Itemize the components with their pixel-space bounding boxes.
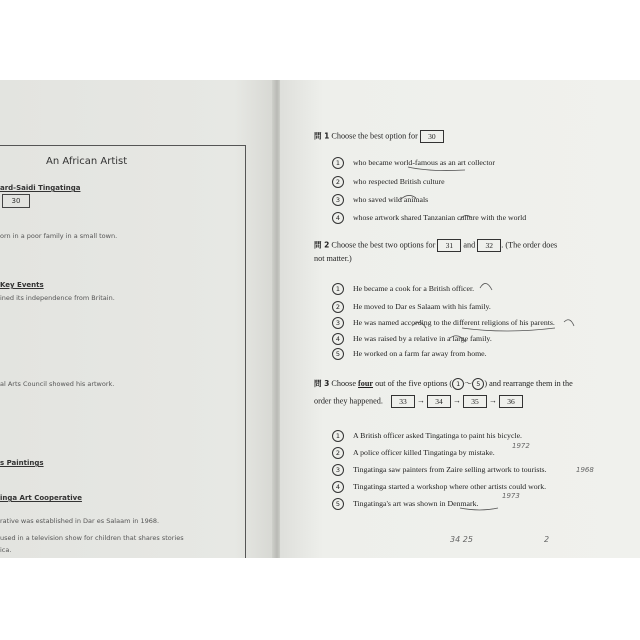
poster-line-ica: ica.	[0, 546, 12, 554]
option-text: He worked on a farm far away from home.	[353, 349, 487, 358]
handwritten-year-3: 1973	[502, 492, 520, 500]
question-2-and: and	[463, 240, 476, 250]
background-bottom	[0, 558, 640, 640]
question-3-text-2: ) and rearrange them in the	[484, 379, 573, 388]
poster-line-arts-council: al Arts Council showed his artwork.	[0, 380, 115, 388]
answer-box-33: 33	[391, 395, 415, 408]
arrow: →	[452, 396, 461, 406]
option-number: 3	[332, 317, 344, 329]
answer-box-35: 35	[463, 395, 487, 408]
answer-box-31: 31	[437, 239, 461, 252]
option-number: 2	[332, 301, 344, 313]
range-separator: ～	[464, 379, 473, 388]
answer-box-30: 30	[420, 130, 444, 143]
handwritten-bottom-numbers: 34 25	[450, 535, 473, 544]
question-3-order: order they happened.	[314, 396, 383, 406]
option-number: 3	[332, 194, 344, 206]
question-2-tail: . (The order does	[501, 240, 558, 250]
question-2-text: Choose the best two options for	[331, 240, 436, 250]
pencil-underline-1	[408, 167, 465, 171]
option-number: 1	[332, 430, 344, 442]
poster-line-tv-show: used in a television show for children that shares stories	[0, 534, 184, 542]
range-start: 1	[452, 378, 464, 390]
right-page	[280, 80, 640, 558]
option-text: whose artwork shared Tanzanian culture with the world	[353, 213, 527, 222]
option-text: Tingatinga started a workshop where other artists could work.	[353, 482, 547, 491]
answer-box-32: 32	[477, 239, 501, 252]
answer-box-30: 30	[2, 194, 30, 208]
answer-box-36: 36	[499, 395, 523, 408]
pencil-mark-2	[460, 215, 472, 220]
option-text: A British officer asked Tingatinga to paint his bicycle.	[353, 431, 522, 440]
poster-line-established: rative was established in Dar es Salaam in 1968.	[0, 517, 160, 525]
option-number: 2	[332, 176, 344, 188]
option-text: who respected British culture	[353, 177, 445, 186]
pencil-mark-8	[450, 336, 466, 342]
pencil-underline-9	[460, 508, 498, 510]
section-heading-cooperative: inga Art Cooperative	[0, 494, 82, 502]
option-number: 4	[332, 333, 344, 345]
option-text: He was raised by a relative in a large family.	[353, 334, 492, 343]
option-number: 4	[332, 212, 344, 224]
section-heading-key-events: Key Events	[0, 281, 44, 289]
option-text: Tingatinga's art was shown in Denmark.	[353, 499, 479, 508]
handwritten-year-1: 1972	[512, 442, 530, 450]
left-page	[0, 80, 276, 558]
pencil-mark-3	[400, 195, 416, 200]
option-text: A police officer killed Tingatinga by mistake.	[353, 448, 495, 457]
range-end: 5	[472, 378, 484, 390]
question-3-choose: Choose	[331, 379, 356, 388]
question-1-text: Choose the best option for	[331, 131, 418, 141]
question-2-line2: not matter.)	[314, 254, 352, 263]
arrow: →	[488, 396, 497, 406]
option-text: who became world-famous as an art collector	[353, 158, 496, 167]
section-heading-paintings: s Paintings	[0, 459, 44, 467]
question-3-label: 問 3	[314, 379, 330, 388]
poster-line-born: orn in a poor family in a small town.	[0, 232, 118, 240]
option-number: 5	[332, 498, 344, 510]
pencil-mark-7	[412, 322, 426, 328]
option-text: Tingatinga saw painters from Zaire selling artwork to tourists.	[353, 465, 547, 474]
arrow: →	[416, 396, 425, 406]
pencil-annotations	[280, 80, 640, 558]
question-1-label: 問 1	[314, 131, 330, 141]
option-number: 2	[332, 447, 344, 459]
handwritten-year-2: 1968	[576, 466, 594, 474]
handwritten-bottom-mark: 2	[544, 535, 550, 544]
question-3-four: four	[358, 379, 374, 388]
poster-title: An African Artist	[46, 156, 128, 167]
pencil-mark-6	[564, 320, 574, 326]
question-3-text: out of the five options (	[375, 379, 453, 388]
background-top	[0, 0, 640, 82]
option-number: 4	[332, 481, 344, 493]
pencil-underline-5	[462, 328, 555, 331]
option-text: He moved to Dar es Salaam with his family.	[353, 302, 491, 311]
pencil-mark-4	[480, 283, 492, 290]
option-number: 1	[332, 283, 344, 295]
section-heading-name: ard-Saidi Tingatinga	[0, 184, 81, 192]
option-text: He became a cook for a British officer.	[353, 284, 475, 293]
answer-box-34: 34	[427, 395, 451, 408]
option-number: 1	[332, 157, 344, 169]
option-number: 3	[332, 464, 344, 476]
option-text: He was named according to the different religions of his parents.	[353, 318, 555, 327]
option-number: 5	[332, 348, 344, 360]
question-2-label: 問 2	[314, 240, 330, 250]
option-text: who saved wild animals	[353, 195, 429, 204]
poster-line-independence: ined its independence from Britain.	[0, 294, 115, 302]
